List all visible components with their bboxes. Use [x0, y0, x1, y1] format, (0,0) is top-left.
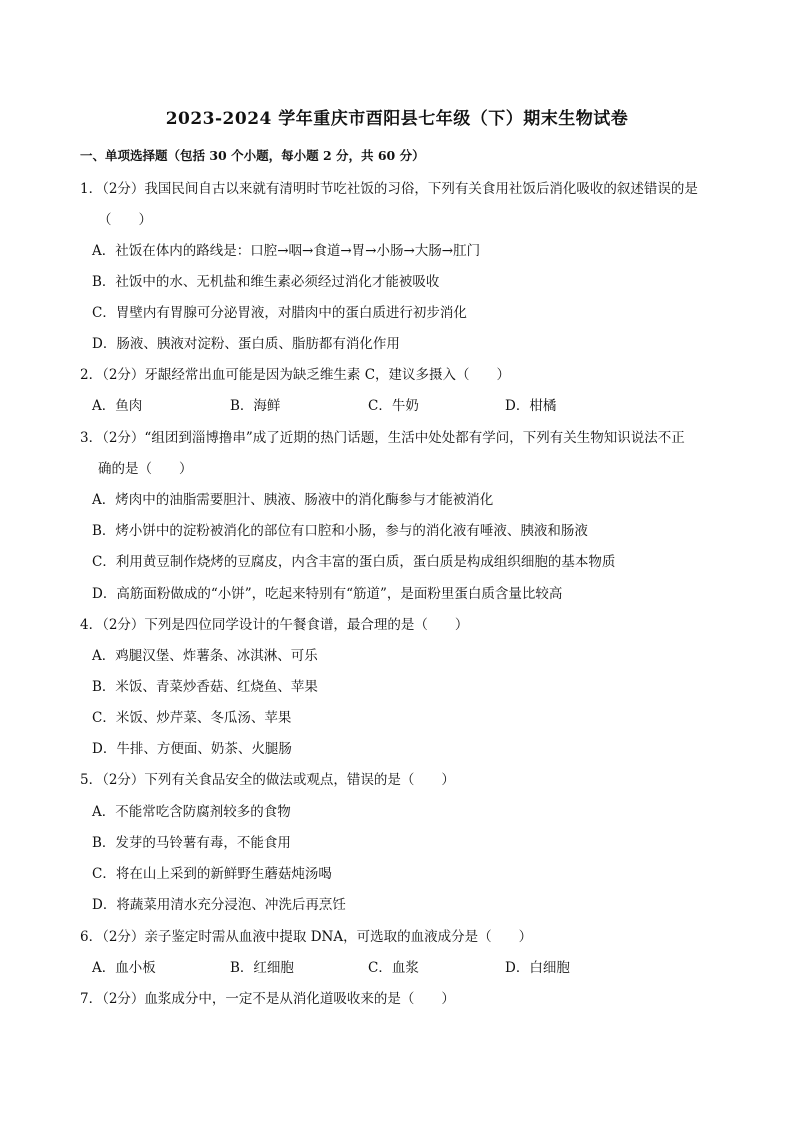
question-4: 4．（2分）下列是四位同学设计的午餐食谱，最合理的是（ ）	[80, 617, 469, 633]
question-3-option-b: B．烤小饼中的淀粉被消化的部位有口腔和小肠，参与的消化液有唾液、胰液和肠液	[92, 523, 588, 539]
question-4-option-a: A．鸡腿汉堡、炸薯条、冰淇淋、可乐	[92, 648, 318, 664]
question-3-continuation: 确的是（ ）	[98, 461, 193, 477]
question-1-option-d: D．肠液、胰液对淀粉、蛋白质、脂肪都有消化作用	[92, 336, 400, 352]
question-5-option-b: B．发芽的马铃薯有毒，不能食用	[92, 835, 291, 851]
question-6-option-b: B．红细胞	[230, 960, 294, 976]
question-5-option-c: C．将在山上采到的新鲜野生蘑菇炖汤喝	[92, 866, 332, 882]
question-4-option-c: C．米饭、炒芹菜、冬瓜汤、苹果	[92, 710, 292, 726]
question-6-option-a: A．血小板	[92, 960, 156, 976]
section-heading: 一、单项选择题（包括 30 个小题，每小题 2 分，共 60 分）	[80, 148, 425, 163]
question-4-option-b: B．米饭、青菜炒香菇、红烧鱼、苹果	[92, 679, 318, 695]
question-1-option-b: B．社饭中的水、无机盐和维生素必须经过消化才能被吸收	[92, 274, 440, 290]
question-6-option-c: C．血浆	[368, 960, 419, 976]
exam-title: 2023-2024 学年重庆市酉阳县七年级（下）期末生物试卷	[165, 109, 629, 129]
question-4-option-d: D．牛排、方便面、奶茶、火腿肠	[92, 741, 292, 757]
question-5-option-a: A．不能常吃含防腐剂较多的食物	[92, 804, 291, 820]
question-2-option-a: A．鱼肉	[92, 398, 143, 414]
question-3-option-c: C．利用黄豆制作烧烤的豆腐皮，内含丰富的蛋白质，蛋白质是构成组织细胞的基本物质	[92, 554, 616, 570]
question-2: 2．（2分）牙龈经常出血可能是因为缺乏维生素 C，建议多摄入（ ）	[80, 367, 511, 383]
question-1-continuation: （ ）	[98, 212, 152, 228]
question-6: 6．（2分）亲子鉴定时需从血液中提取 DNA，可选取的血液成分是（ ）	[80, 929, 533, 945]
question-5: 5．（2分）下列有关食品安全的做法或观点，错误的是（ ）	[80, 772, 455, 788]
question-7: 7．（2分）血浆成分中，一定不是从消化道吸收来的是（ ）	[80, 991, 455, 1007]
question-3-option-a: A．烤肉中的油脂需要胆汁、胰液、肠液中的消化酶参与才能被消化	[92, 492, 494, 508]
question-2-option-b: B．海鲜	[230, 398, 281, 414]
question-3: 3．（2分）“组团到淄博撸串”成了近期的热门话题，生活中处处都有学问，下列有关生物知识说法不正	[80, 430, 685, 446]
question-1-option-a: A．社饭在体内的路线是：口腔→咽→食道→胃→小肠→大肠→肛门	[92, 243, 481, 259]
question-3-option-d: D．高筋面粉做成的“小饼”，吃起来特别有“筋道”，是面粉里蛋白质含量比较高	[92, 586, 563, 602]
question-2-option-c: C．牛奶	[368, 398, 419, 414]
question-5-option-d: D．将蔬菜用清水充分浸泡、冲洗后再烹饪	[92, 897, 346, 913]
question-6-option-d: D．白细胞	[505, 960, 570, 976]
question-1: 1．（2分）我国民间自古以来就有清明时节吃社饭的习俗，下列有关食用社饭后消化吸收的叙述错误的是	[80, 181, 698, 197]
question-2-option-d: D．柑橘	[505, 398, 557, 414]
question-1-option-c: C．胃壁内有胃腺可分泌胃液，对腊肉中的蛋白质进行初步消化	[92, 305, 467, 321]
